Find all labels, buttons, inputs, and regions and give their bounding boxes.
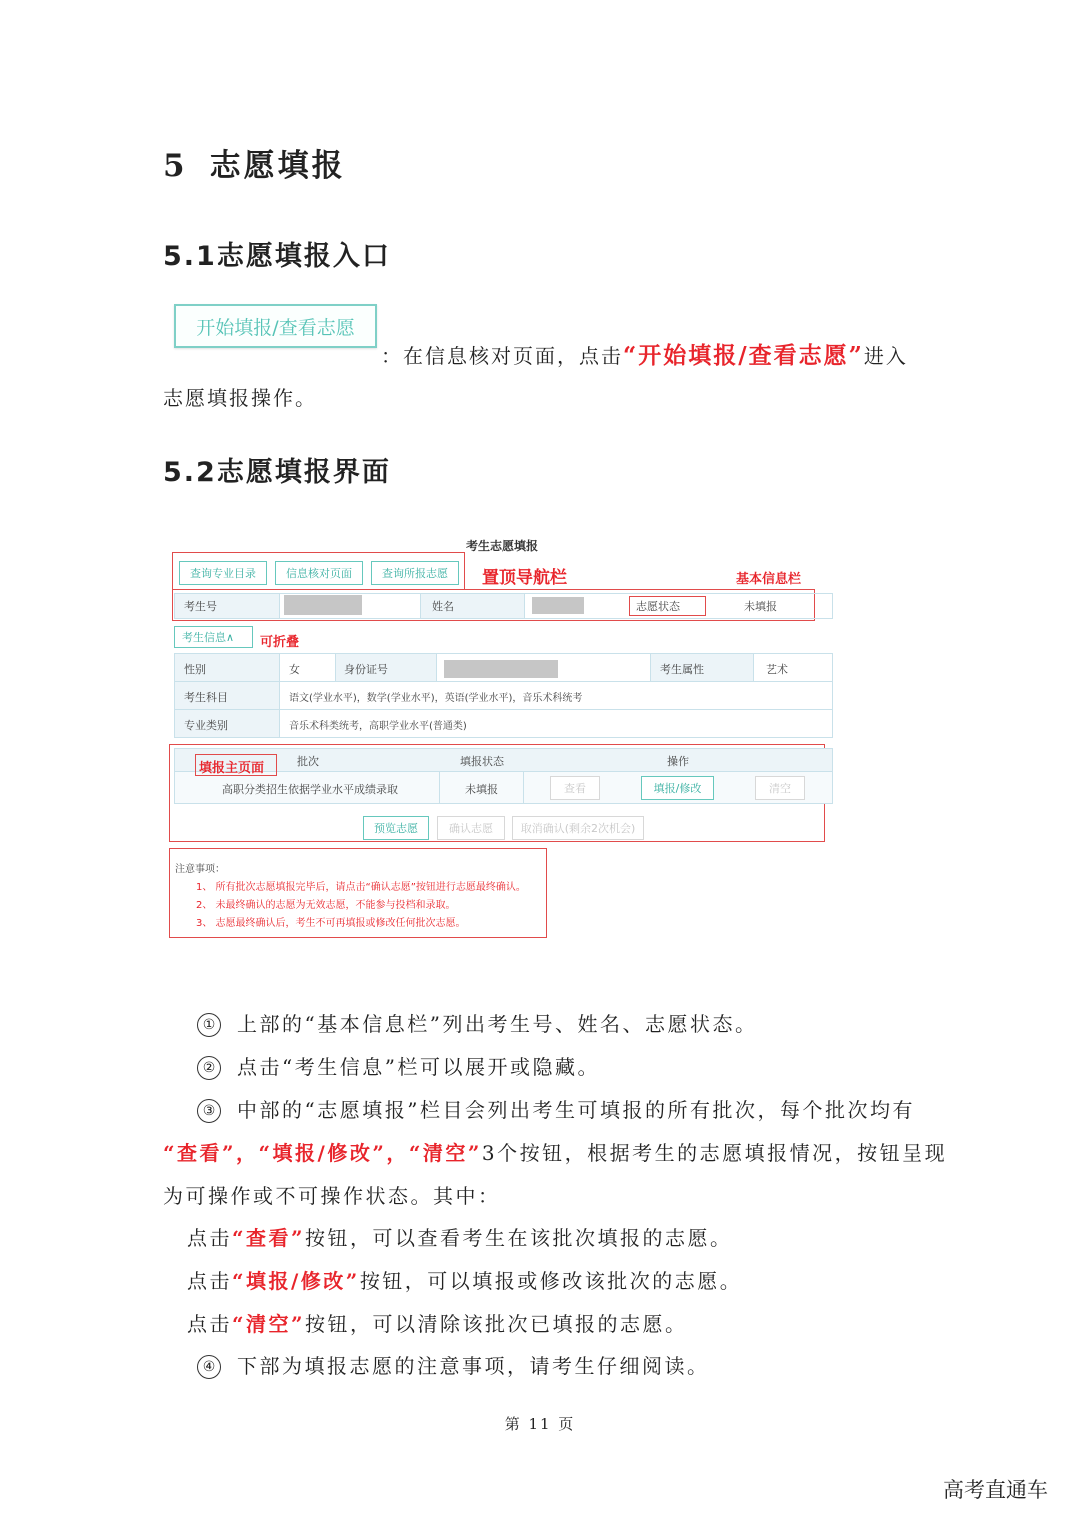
point-clear-post: 按钮，可以清除该批次已填报的志愿。	[305, 1312, 688, 1336]
info-row-major	[174, 709, 833, 738]
screenshot-title: 考生志愿填报	[466, 539, 539, 553]
preview-button[interactable]: 预览志愿	[363, 816, 429, 840]
watermark: 高考直通车	[943, 1478, 1048, 1502]
table-header-ops: 操作	[667, 755, 689, 768]
confirm-button[interactable]: 确认志愿	[437, 816, 505, 840]
start-fill-button[interactable]: 开始填报/查看志愿	[174, 304, 377, 348]
item-4	[197, 1350, 710, 1379]
point-edit-pre: 点击	[187, 1269, 232, 1293]
point-clear-pre: 点击	[187, 1312, 232, 1336]
subsection-title-5-1: 5.1志愿填报入口	[163, 241, 391, 272]
item-2-marker: ②	[197, 1056, 221, 1080]
info-value-subjects: 语文(学业水平)，数学(学业水平)，英语(学业水平)，音乐术科统考	[289, 693, 583, 704]
section-heading	[163, 140, 346, 185]
student-info-toggle[interactable]: 考生信息∧	[174, 626, 253, 648]
info-value-attr: 艺术	[766, 663, 788, 676]
nav-button-query-choices[interactable]: 查询所报志愿	[371, 561, 459, 585]
point-view-post: 按钮，可以查看考生在该批次填报的志愿。	[305, 1226, 733, 1250]
item-3-red-clear: “清空”	[408, 1141, 482, 1165]
item-1-marker: ①	[197, 1013, 221, 1037]
item-4-text: 下部为填报志愿的注意事项，请考生仔细阅读。	[237, 1354, 710, 1378]
point-edit-post: 按钮，可以填报或修改该批次的志愿。	[359, 1269, 743, 1293]
basic-info-bar	[174, 593, 833, 619]
item-3-comma-2: ，	[386, 1141, 409, 1165]
table-header-status: 填报状态	[460, 755, 504, 768]
point-view	[187, 1222, 733, 1251]
view-button[interactable]: 查看	[550, 776, 600, 800]
section-title: 志愿填报	[209, 148, 346, 184]
info-label-id: 身份证号	[344, 663, 388, 676]
note-3: 3、 志愿最终确认后，考生不可再填报或修改任何批次志愿。	[196, 918, 466, 929]
info-label-subjects: 考生科目	[184, 691, 228, 704]
annotation-main: 填报主页面	[199, 761, 265, 776]
info-value-gender: 女	[289, 663, 300, 676]
point-view-red: “查看”	[232, 1226, 306, 1250]
annotation-nav: 置顶导航栏	[482, 568, 567, 588]
annotation-fold: 可折叠	[260, 635, 300, 650]
note-1: 1、 所有批次志愿填报完毕后，请点击“确认志愿”按钮进行志愿最终确认。	[196, 882, 526, 893]
entry-text-post: 进入	[863, 344, 908, 368]
point-view-pre: 点击	[187, 1226, 232, 1250]
basic-value-status: 未填报	[744, 600, 777, 613]
point-clear	[187, 1308, 688, 1337]
item-2	[197, 1051, 600, 1080]
item-2-text: 点击“考生信息”栏可以展开或隐藏。	[237, 1055, 600, 1079]
cancel-confirm-button[interactable]: 取消确认(剩余2次机会)	[512, 816, 644, 840]
redacted-name	[532, 597, 584, 614]
item-3-comma-1: ，	[236, 1141, 259, 1165]
item-3-red-view: “查看”	[163, 1141, 237, 1165]
item-1	[197, 1008, 757, 1037]
info-label-attr: 考生属性	[660, 663, 704, 676]
info-value-major: 音乐术科类统考，高职学业水平(普通类)	[289, 721, 467, 732]
clear-button[interactable]: 清空	[755, 776, 805, 800]
page-footer: 第 11 页	[504, 1415, 576, 1433]
batch-name: 高职分类招生依据学业水平成绩录取	[222, 783, 398, 796]
item-3-marker: ③	[197, 1099, 221, 1123]
entry-paragraph-line2: 志愿填报操作。	[163, 386, 317, 410]
notes-title: 注意事项：	[175, 864, 225, 875]
subsection-title-5-2: 5.2志愿填报界面	[163, 457, 391, 488]
basic-label-status: 志愿状态	[636, 600, 680, 613]
item-4-marker: ④	[197, 1355, 221, 1379]
redacted-id	[444, 660, 558, 678]
point-edit	[187, 1265, 742, 1294]
basic-label-name: 姓名	[432, 600, 454, 613]
entry-text-highlight: “开始填报/查看志愿”	[623, 342, 864, 369]
point-edit-red: “填报/修改”	[232, 1269, 360, 1293]
redacted-exam-no	[284, 595, 362, 615]
item-3-text-b: 3个按钮，根据考生的志愿填报情况，按钮呈现	[481, 1141, 948, 1165]
item-3	[197, 1094, 915, 1123]
annotation-basic: 基本信息栏	[736, 572, 802, 587]
section-number: 5	[163, 148, 188, 184]
point-clear-red: “清空”	[232, 1312, 306, 1336]
nav-button-major-catalog[interactable]: 查询专业目录	[179, 561, 267, 585]
fill-edit-button[interactable]: 填报/修改	[641, 776, 714, 800]
item-3-text-a: 中部的“志愿填报”栏目会列出考生可填报的所有批次，每个批次均有	[237, 1098, 915, 1122]
item-3-line2	[163, 1137, 947, 1166]
item-3-red-edit: “填报/修改”	[258, 1141, 387, 1165]
table-header-batch: 批次	[297, 755, 319, 768]
item-3-line3: 为可操作或不可操作状态。其中：	[163, 1184, 501, 1208]
batch-status: 未填报	[465, 783, 498, 796]
nav-button-info-check[interactable]: 信息核对页面	[275, 561, 363, 585]
basic-label-exam-no: 考生号	[184, 600, 217, 613]
entry-text-pre: ：在信息核对页面，点击	[381, 344, 623, 368]
info-label-gender: 性别	[184, 663, 206, 676]
item-1-text: 上部的“基本信息栏”列出考生号、姓名、志愿状态。	[237, 1012, 758, 1036]
note-2: 2、 未最终确认的志愿为无效志愿，不能参与投档和录取。	[196, 900, 456, 911]
entry-paragraph-line1	[381, 337, 908, 370]
info-label-major: 专业类别	[184, 719, 228, 732]
